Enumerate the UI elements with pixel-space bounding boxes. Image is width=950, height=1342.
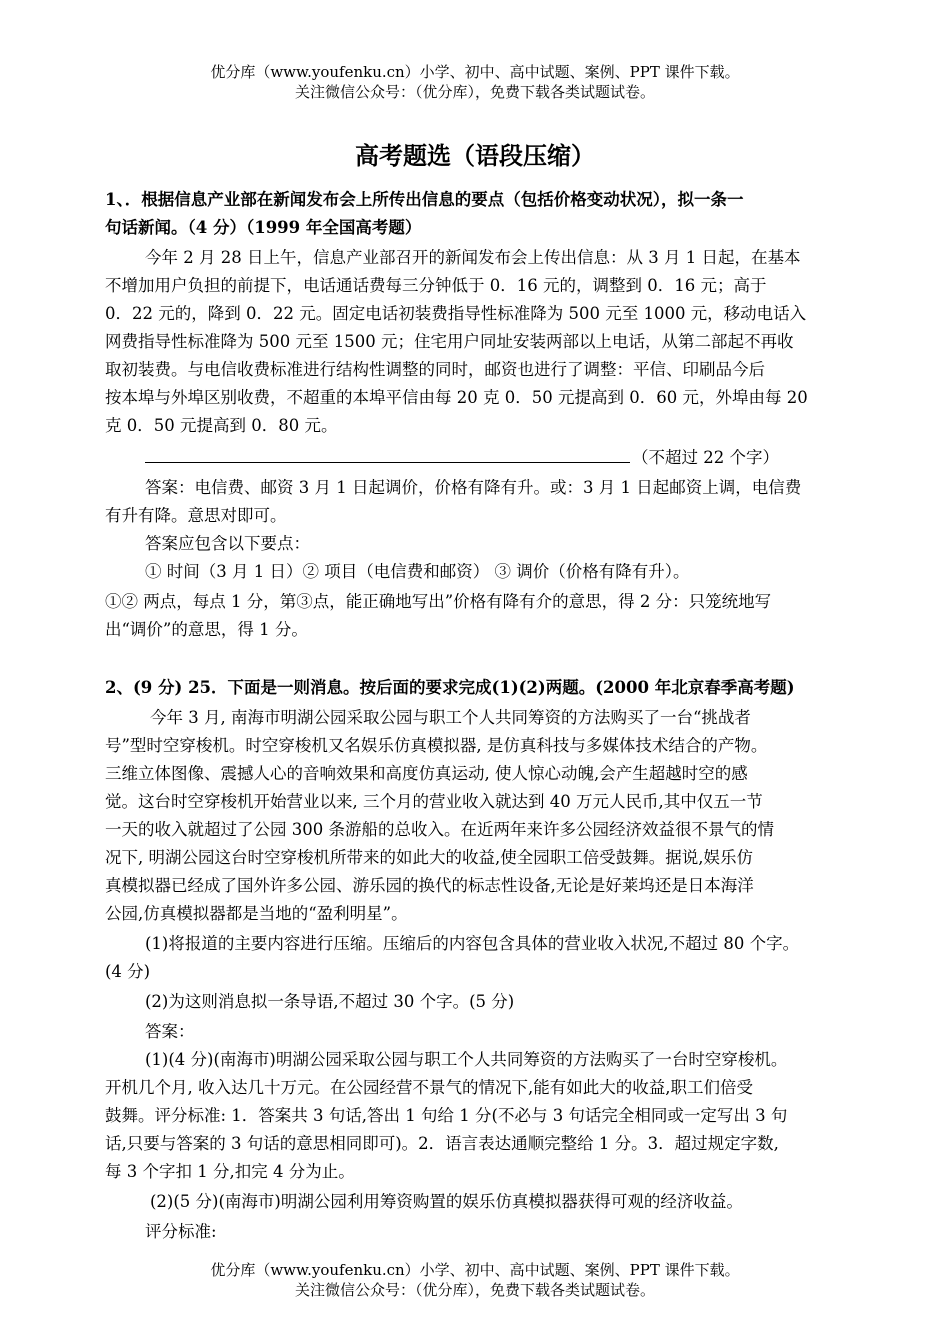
q1-passage-line-2: 不增加用户负担的前提下，电话通话费每三分钟低于 0．16 元的，调整到 0．16 元；高于 <box>105 276 767 295</box>
q2-answer-line-2: 开机几个月, 收入达几十万元。在公园经营不景气的情况下,能有如此大的收益,职工们倍受 <box>105 1078 753 1097</box>
page-footer-line-1: 优分库（www.youfenku.cn）小学、初中、高中试题、案例、PPT 课件下载。 <box>210 1261 740 1279</box>
page-title: 高考题选（语段压缩） <box>355 141 595 170</box>
q1-passage-line-5: 取初装费。与电信收费标准进行结构性调整的同时，邮资也进行了调整：平信、印刷品今后 <box>105 360 765 379</box>
q1-answer-line-6: 出“调价”的意思，得 1 分。 <box>105 620 308 639</box>
q2-passage-line-7: 真模拟器已经成了国外许多公园、游乐园的换代的标志性设备,无论是好莱坞还是日本海洋 <box>105 876 754 895</box>
q2-answer-line-3: 鼓舞。评分标准: 1．答案共 3 句话,答出 1 句给 1 分(不必与 3 句话完全相同或一定写出 3 句 <box>105 1106 788 1125</box>
q1-word-limit: （不超过 22 个字） <box>632 448 779 467</box>
q2-passage-line-5: 一天的收入就超过了公园 300 条游船的总收入。在近两年来许多公园经济效益很不景气的情 <box>105 820 774 839</box>
q1-answer-line-5: ①② 两点，每点 1 分，第③点，能正确地写出”价格有降有介的意思，得 2 分：只笼统地写 <box>105 592 772 611</box>
q2-passage-line-2: 号”型时空穿梭机。时空穿梭机又名娱乐仿真模拟器, 是仿真科技与多媒体技术结合的产物。 <box>105 736 768 755</box>
q2-passage-line-4: 觉。这台时空穿梭机开始营业以来, 三个月的营业收入就达到 40 万元人民币,其中仅五一节 <box>105 792 763 811</box>
q1-passage-line-1: 今年 2 月 28 日上午，信息产业部召开的新闻发布会上传出信息：从 3 月 1 日起，在基本 <box>145 248 801 267</box>
q1-passage-line-6: 按本埠与外埠区别收费，不超重的本埠平信由每 20 克 0．50 元提高到 0．60 元，外埠由每 20 <box>105 388 808 407</box>
q2-passage-line-8: 公园,仿真模拟器都是当地的“盈利明星”。 <box>105 904 408 923</box>
q1-answer-blank-row <box>145 444 935 472</box>
q1-answer-line-3: 答案应包含以下要点： <box>145 534 310 553</box>
q2-passage-line-3: 三维立体图像、震撼人心的音响效果和高度仿真运动, 使人惊心动魄,会产生超越时空的感 <box>105 764 748 783</box>
q1-passage-line-7: 克 0．50 元提高到 0．80 元。 <box>105 416 338 435</box>
page-header-line-1: 优分库（www.youfenku.cn）小学、初中、高中试题、案例、PPT 课件下载。 <box>210 63 740 81</box>
q2-answer-line-1: (1)(4 分)(南海市)明湖公园采取公园与职工个人共同筹资的方法购买了一台时空穿梭机。 <box>145 1050 788 1069</box>
q2-passage-line-1: 今年 3 月, 南海市明湖公园采取公园与职工个人共同筹资的方法购买了一台“挑战者 <box>150 708 751 727</box>
q1-passage-line-3: 0．22 元的，降到 0．22 元。固定电话初装费指导性标准降为 500 元至 1000 元，移动电话入 <box>105 304 807 323</box>
page-header-line-2: 关注微信公众号：（优分库），免费下载各类试题试卷。 <box>294 83 655 101</box>
q2-answer-label: 答案： <box>145 1022 195 1041</box>
answer-blank-line[interactable] <box>145 447 630 463</box>
q1-answer-line-2: 有升有降。意思对即可。 <box>105 506 287 525</box>
q2-requirement-2: (2)为这则消息拟一条导语,不超过 30 个字。(5 分) <box>145 992 515 1011</box>
page-footer-line-2: 关注微信公众号：（优分库），免费下载各类试题试卷。 <box>294 1281 655 1299</box>
q2-requirement-1: (1)将报道的主要内容进行压缩。压缩后的内容包含具体的营业收入状况,不超过 80 个字。 <box>145 934 800 953</box>
q2-answer-line-4: 话,只要与答案的 3 句话的意思相同即可)。2．语言表达通顺完整给 1 分。3．超过规定字数, <box>105 1134 779 1153</box>
q2-requirement-1-score: (4 分) <box>105 962 151 981</box>
q2-answer-line-5: 每 3 个字扣 1 分,扣完 4 分为止。 <box>105 1162 355 1181</box>
q1-answer-line-1: 答案：电信费、邮资 3 月 1 日起调价，价格有降有升。或：3 月 1 日起邮资上调，电信费 <box>145 478 802 497</box>
q2-passage-line-6: 况下, 明湖公园这台时空穿梭机所带来的如此大的收益,使全园职工倍受鼓舞。据说,娱乐仿 <box>105 848 753 867</box>
q1-passage-line-4: 网费指导性标准降为 500 元至 1500 元；住宅用户同址安装两部以上电话，从第二部起不再收 <box>105 332 794 351</box>
q2-scoring-criteria-label: 评分标准: <box>145 1222 217 1241</box>
q2-heading: 2、(9 分) 25．下面是一则消息。按后面的要求完成(1)(2)两题。(2000 年北京春季高考题) <box>105 678 795 697</box>
q1-answer-line-4: ① 时间（3 月 1 日）② 项目（电信费和邮资） ③ 调价（价格有降有升）。 <box>145 562 690 581</box>
q1-heading-line-1: 1、．根据信息产业部在新闻发布会上所传出信息的要点（包括价格变动状况），拟一条一 <box>105 190 744 209</box>
q1-heading-line-2: 句话新闻。（4 分）（1999 年全国高考题） <box>105 218 422 237</box>
q2-answer-line-6: (2)(5 分)(南海市)明湖公园利用筹资购置的娱乐仿真模拟器获得可观的经济收益。 <box>150 1192 743 1211</box>
